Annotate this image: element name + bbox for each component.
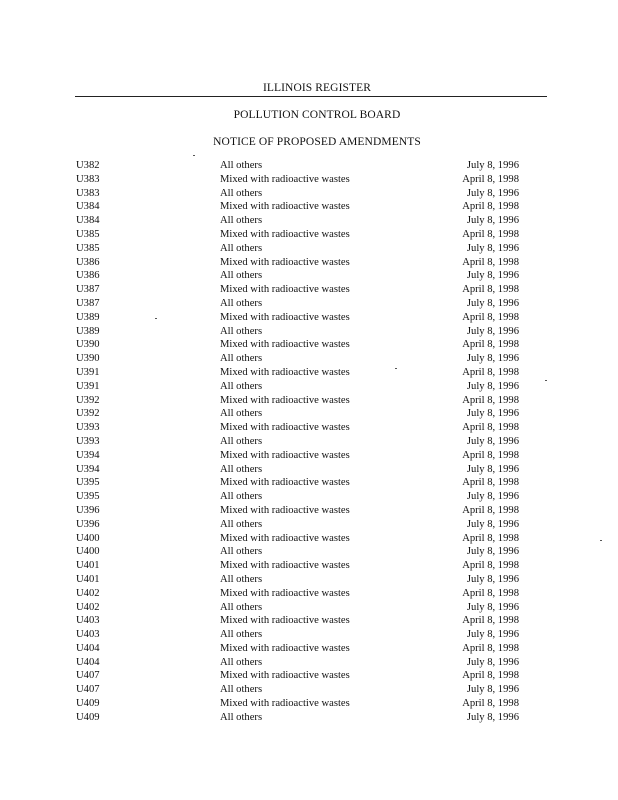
table-row (0, 298, 618, 312)
effective-date: April 8, 1998 (462, 477, 519, 489)
effective-date: July 8, 1996 (466, 491, 519, 503)
waste-code: U391 (76, 380, 100, 392)
waste-description: All others (220, 160, 263, 171)
waste-description: Mixed with radioactive wastes (220, 642, 350, 654)
waste-code: U393 (76, 422, 100, 434)
effective-date: July 8, 1996 (466, 518, 519, 530)
waste-code: U390 (76, 339, 100, 351)
table-row (0, 533, 618, 547)
waste-code: U409 (76, 711, 100, 723)
effective-date: July 8, 1996 (466, 242, 519, 254)
scan-speck (155, 318, 157, 319)
table-row (0, 560, 618, 574)
table-row (0, 670, 618, 684)
effective-date: July 8, 1996 (466, 573, 519, 585)
waste-description: All others (220, 491, 263, 503)
table-row (0, 339, 618, 353)
waste-description: Mixed with radioactive wastes (220, 698, 350, 710)
waste-code: U400 (76, 546, 100, 558)
waste-code: U403 (76, 615, 100, 627)
waste-description: All others (220, 215, 263, 227)
table-row (0, 450, 618, 464)
waste-description: All others (220, 187, 263, 199)
effective-date: April 8, 1998 (462, 422, 519, 434)
table-row (0, 491, 618, 505)
waste-description: Mixed with radioactive wastes (220, 422, 350, 434)
table-row (0, 284, 618, 298)
waste-description: All others (220, 380, 263, 392)
effective-date: July 8, 1996 (466, 187, 519, 199)
waste-description: All others (220, 435, 263, 447)
waste-code: U384 (76, 201, 100, 213)
effective-date: July 8, 1996 (466, 463, 519, 475)
waste-code: U402 (76, 601, 100, 613)
table-row (0, 643, 618, 657)
header-rule (75, 96, 547, 97)
waste-code: U400 (76, 532, 100, 544)
table-row (0, 229, 618, 243)
waste-code: U389 (76, 311, 100, 323)
table-row (0, 546, 618, 560)
waste-description: All others (220, 463, 263, 475)
effective-date: April 8, 1998 (462, 284, 519, 296)
register-title: ILLINOIS REGISTER (262, 82, 372, 94)
waste-description: All others (220, 270, 263, 282)
effective-date: July 8, 1996 (466, 325, 519, 337)
table-row (0, 257, 618, 271)
table-row (0, 519, 618, 533)
notice-title: NOTICE OF PROPOSED AMENDMENTS (213, 136, 421, 148)
effective-date: April 8, 1998 (462, 532, 519, 544)
waste-code: U396 (76, 504, 100, 516)
waste-code-table (0, 160, 618, 726)
waste-code: U401 (76, 560, 100, 572)
effective-date: April 8, 1998 (462, 587, 519, 599)
effective-date: April 8, 1998 (462, 504, 519, 516)
scan-speck (193, 155, 195, 156)
table-row (0, 477, 618, 491)
effective-date: April 8, 1998 (462, 311, 519, 323)
waste-description: Mixed with radioactive wastes (220, 449, 350, 461)
waste-description: All others (220, 353, 263, 365)
waste-code: U385 (76, 242, 100, 254)
waste-code: U401 (76, 573, 100, 585)
effective-date: April 8, 1998 (462, 560, 519, 572)
waste-description: Mixed with radioactive wastes (220, 311, 350, 323)
table-row (0, 629, 618, 643)
effective-date: July 8, 1996 (466, 160, 519, 171)
waste-description: Mixed with radioactive wastes (220, 256, 350, 268)
waste-code: U383 (76, 187, 100, 199)
waste-code: U404 (76, 656, 100, 668)
waste-description: All others (220, 518, 263, 530)
waste-description: Mixed with radioactive wastes (220, 504, 350, 516)
table-row (0, 174, 618, 188)
waste-code: U394 (76, 463, 100, 475)
effective-date: April 8, 1998 (462, 228, 519, 240)
effective-date: July 8, 1996 (466, 656, 519, 668)
waste-description: All others (220, 297, 263, 309)
waste-description: All others (220, 546, 263, 558)
effective-date: April 8, 1998 (462, 366, 519, 378)
waste-code: U407 (76, 684, 100, 696)
table-row (0, 602, 618, 616)
effective-date: July 8, 1996 (466, 546, 519, 558)
waste-description: Mixed with radioactive wastes (220, 339, 350, 351)
effective-date: July 8, 1996 (466, 215, 519, 227)
waste-description: All others (220, 573, 263, 585)
effective-date: April 8, 1998 (462, 201, 519, 213)
table-row (0, 712, 618, 726)
table-row (0, 395, 618, 409)
waste-code: U394 (76, 449, 100, 461)
waste-description: All others (220, 629, 263, 641)
waste-code: U392 (76, 394, 100, 406)
waste-code: U384 (76, 215, 100, 227)
waste-description: Mixed with radioactive wastes (220, 201, 350, 213)
waste-description: All others (220, 684, 263, 696)
table-row (0, 422, 618, 436)
effective-date: July 8, 1996 (466, 601, 519, 613)
waste-code: U393 (76, 435, 100, 447)
waste-description: Mixed with radioactive wastes (220, 366, 350, 378)
table-row (0, 160, 618, 174)
effective-date: April 8, 1998 (462, 256, 519, 268)
effective-date: April 8, 1998 (462, 615, 519, 627)
effective-date: April 8, 1998 (462, 670, 519, 682)
waste-description: All others (220, 408, 263, 420)
scan-speck (600, 540, 602, 541)
waste-code: U387 (76, 284, 100, 296)
waste-code: U407 (76, 670, 100, 682)
scan-speck (395, 368, 397, 369)
table-row (0, 615, 618, 629)
waste-code: U383 (76, 173, 100, 185)
table-row (0, 698, 618, 712)
effective-date: April 8, 1998 (462, 339, 519, 351)
effective-date: July 8, 1996 (466, 380, 519, 392)
table-row (0, 657, 618, 671)
waste-description: All others (220, 242, 263, 254)
waste-code: U403 (76, 629, 100, 641)
effective-date: July 8, 1996 (466, 408, 519, 420)
waste-description: All others (220, 656, 263, 668)
effective-date: July 8, 1996 (466, 353, 519, 365)
board-title: POLLUTION CONTROL BOARD (233, 109, 401, 121)
effective-date: July 8, 1996 (466, 297, 519, 309)
table-row (0, 464, 618, 478)
effective-date: April 8, 1998 (462, 642, 519, 654)
waste-code: U390 (76, 353, 100, 365)
waste-code: U404 (76, 642, 100, 654)
waste-code: U395 (76, 477, 100, 489)
table-row (0, 574, 618, 588)
waste-code: U385 (76, 228, 100, 240)
table-row (0, 588, 618, 602)
effective-date: July 8, 1996 (466, 711, 519, 723)
table-row (0, 408, 618, 422)
waste-description: Mixed with radioactive wastes (220, 560, 350, 572)
waste-code: U395 (76, 491, 100, 503)
table-row (0, 215, 618, 229)
effective-date: April 8, 1998 (462, 449, 519, 461)
table-row (0, 326, 618, 340)
waste-description: Mixed with radioactive wastes (220, 587, 350, 599)
waste-code: U396 (76, 518, 100, 530)
waste-code: U387 (76, 297, 100, 309)
table-row (0, 436, 618, 450)
waste-description: Mixed with radioactive wastes (220, 228, 350, 240)
waste-code: U402 (76, 587, 100, 599)
effective-date: April 8, 1998 (462, 394, 519, 406)
waste-description: Mixed with radioactive wastes (220, 173, 350, 185)
effective-date: July 8, 1996 (466, 684, 519, 696)
waste-description: Mixed with radioactive wastes (220, 394, 350, 406)
effective-date: July 8, 1996 (466, 629, 519, 641)
waste-description: Mixed with radioactive wastes (220, 477, 350, 489)
table-row (0, 243, 618, 257)
effective-date: July 8, 1996 (466, 435, 519, 447)
waste-code: U392 (76, 408, 100, 420)
scan-speck (545, 380, 547, 381)
table-row (0, 201, 618, 215)
table-row (0, 684, 618, 698)
effective-date: April 8, 1998 (462, 698, 519, 710)
waste-code: U382 (76, 160, 100, 171)
table-row (0, 188, 618, 202)
waste-code: U391 (76, 366, 100, 378)
waste-code: U389 (76, 325, 100, 337)
table-row (0, 381, 618, 395)
table-row (0, 270, 618, 284)
waste-description: Mixed with radioactive wastes (220, 532, 350, 544)
table-row (0, 353, 618, 367)
waste-description: Mixed with radioactive wastes (220, 284, 350, 296)
waste-code: U386 (76, 256, 100, 268)
waste-code: U409 (76, 698, 100, 710)
effective-date: July 8, 1996 (466, 270, 519, 282)
table-row (0, 312, 618, 326)
waste-description: All others (220, 601, 263, 613)
table-row (0, 505, 618, 519)
waste-description: All others (220, 711, 263, 723)
effective-date: April 8, 1998 (462, 173, 519, 185)
waste-description: All others (220, 325, 263, 337)
table-row (0, 367, 618, 381)
waste-description: Mixed with radioactive wastes (220, 615, 350, 627)
waste-code: U386 (76, 270, 100, 282)
waste-description: Mixed with radioactive wastes (220, 670, 350, 682)
